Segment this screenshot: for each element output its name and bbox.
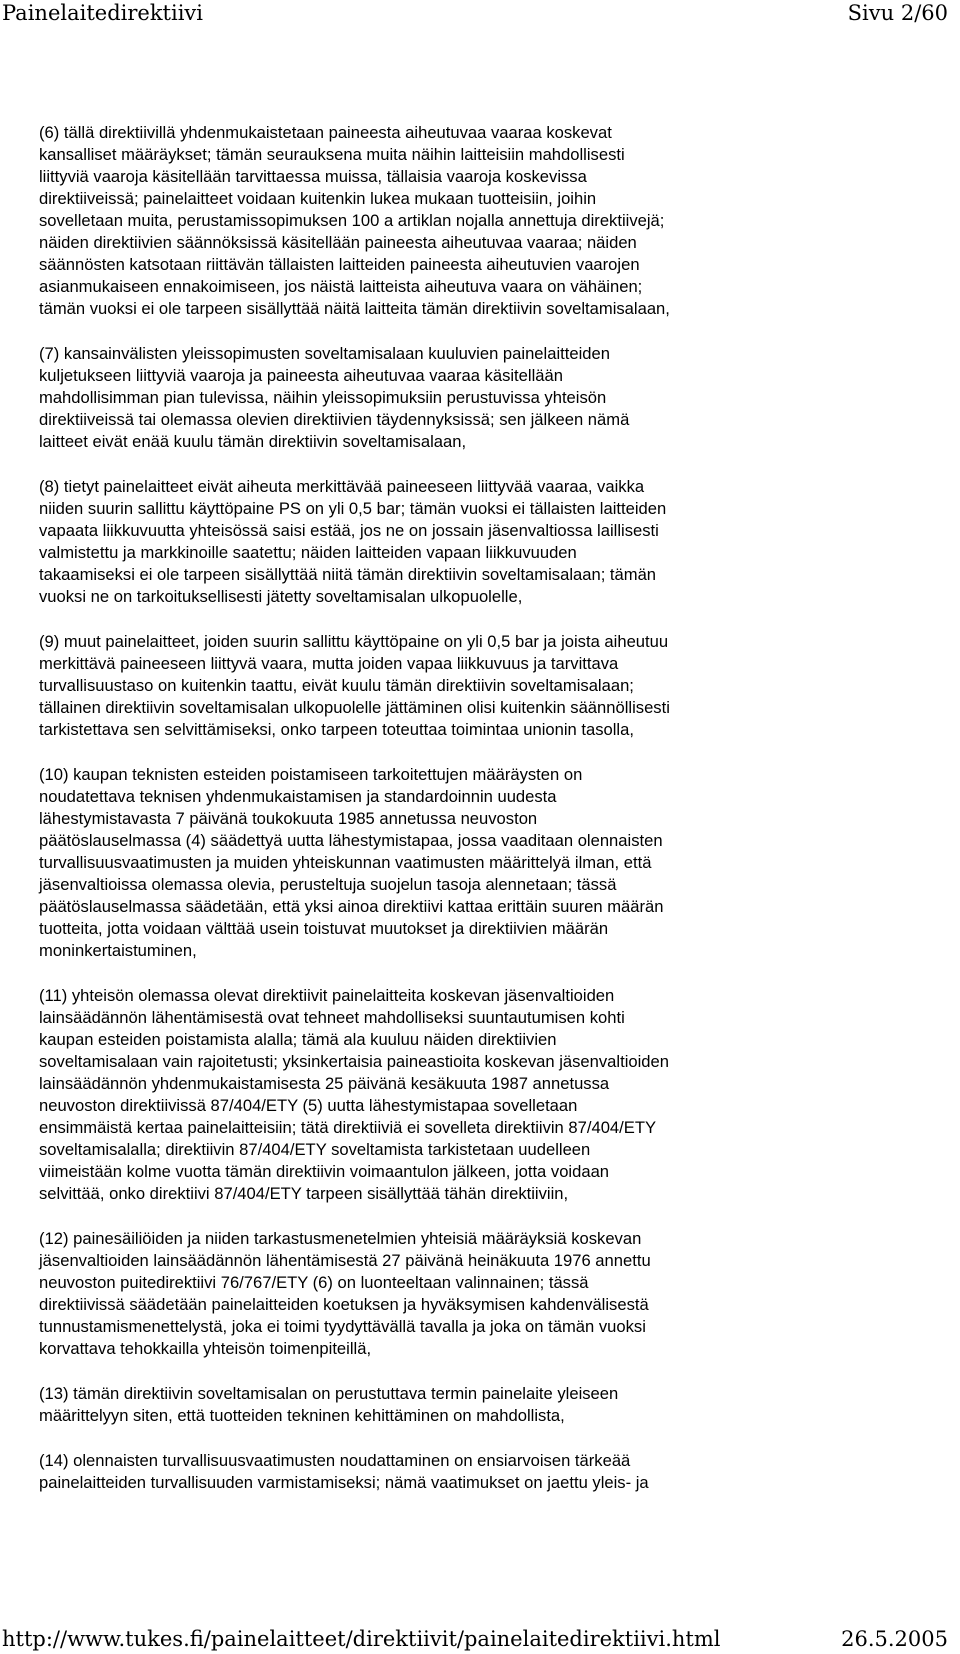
source-url: http://www.tukes.fi/painelaitteet/direktiivit/painelaitedirektiivi.html: [2, 1627, 721, 1651]
paragraph-13: (13) tämän direktiivin soveltamisalan on perustuttava termin painelaite yleiseen määrittelyyn siten, että tuotteiden tekninen kehittäminen on mahdollista,: [39, 1384, 619, 1425]
paragraph-9: (9) muut painelaitteet, joiden suurin sallittu käyttöpaine on yli 0,5 bar ja joista aiheutuu merkittävä paineeseen liittyvä vaara, mutta joiden vapaa liikkuvuus ja tarvittava turvallisuustaso on kuitenkin taattu, eivät kuulu tämän direktiivin soveltamisalaan; tällainen direktiivin soveltamisalan ulkopuolelle jättäminen olisi kuitenkin säännöllisesti tarkistettava sen selvittämiseksi, onko tarpeen toteuttaa toimintaa unionin tasolla,: [39, 632, 670, 739]
document-body: [39, 122, 939, 1517]
print-date: 26.5.2005: [841, 1627, 948, 1651]
document-title: Painelaitedirektiivi: [2, 1, 203, 25]
paragraph-12: (12) painesäiliöiden ja niiden tarkastusmenetelmien yhteisiä määräyksiä koskevan jäsenvaltioiden lainsäädännön lähentämisestä 27 päivänä heinäkuuta 1976 annettu neuvoston puitedirektiivi 76/767/ETY (6) on luonteeltaan valinnainen; tässä direktiivissä säädetään painelaitteiden koetuksen ja hyväksymisen kahdenvälisestä tunnustamismenettelystä, joka ei toimi tyydyttävällä tavalla ja joka on tämän vuoksi korvattava tehokkailla yhteisön toimenpiteillä,: [39, 1229, 651, 1358]
page-number: Sivu 2/60: [847, 1, 948, 25]
paragraph-10: (10) kaupan teknisten esteiden poistamiseen tarkoitettujen määräysten on noudatettava teknisen yhdenmukaistamisen ja standardoinnin uudesta lähestymistavasta 7 päivänä toukokuuta 1985 annetussa neuvoston päätöslauselmassa (4) säädettyä uutta lähestymistapaa, jossa vaaditaan olennaisten turvallisuusvaatimusten ja muiden yhteiskunnan vaatimusten määrittelyä ilman, että jäsenvaltioissa olemassa olevia, perusteltuja suojelun tasoja alennetaan; tässä päätöslauselmassa säädetään, että yksi ainoa direktiivi kattaa erittäin suuren määrän tuotteita, jotta voidaan välttää usein toistuvat muutokset ja direktiivien määrän moninkertaistuminen,: [39, 765, 664, 960]
paragraph-7: (7) kansainvälisten yleissopimusten soveltamisalaan kuuluvien painelaitteiden kuljetukseen liittyviä vaaroja ja paineesta aiheutuvaa vaaraa käsitellään mahdollisimman pian tulevissa, näihin yleissopimuksiin perustuvissa yhteisön direktiiveissä tai olemassa olevien direktiivien täydennyksissä; sen jälkeen nämä laitteet eivät enää kuulu tämän direktiivin soveltamisalaan,: [39, 344, 630, 451]
paragraph-11: (11) yhteisön olemassa olevat direktiivit painelaitteita koskevan jäsenvaltioiden lainsäädännön lähentämisestä ovat tehneet mahdolliseksi suuntautumisen kohti kaupan esteiden poistamista alalla; tämä ala kuuluu näiden direktiivien soveltamisalaan vain rajoitetusti; yksinkertaisia paineastioita koskevan jäsenvaltioiden lainsäädännön yhdenmukaistamisesta 25 päivänä kesäkuuta 1987 annetussa neuvoston direktiivissä 87/404/ETY (5) uutta lähestymistapaa sovelletaan ensimmäistä kertaa painelaitteisiin; tätä direktiiviä ei sovelleta direktiivin 87/404/ETY soveltamisalalla; direktiivin 87/404/ETY soveltamista tarkistetaan uudelleen viimeistään kolme vuotta tämän direktiivin voimaantulon jälkeen, jotta voidaan selvittää, onko direktiivi 87/404/ETY tarpeen sisällyttää tähän direktiiviin,: [39, 986, 669, 1203]
paragraph-8: (8) tietyt painelaitteet eivät aiheuta merkittävää paineeseen liittyvää vaaraa, vaikka niiden suurin sallittu käyttöpaine PS on yli 0,5 bar; tämän vuoksi ei tällaisten laitteiden vapaata liikkuvuutta yhteisössä saisi estää, jos ne on jossain jäsenvaltiossa laillisesti valmistettu ja markkinoille saatettu; näiden laitteiden vapaan liikkuvuuden takaamiseksi ei ole tarpeen sisällyttää niitä tämän direktiivin soveltamisalaan; tämän vuoksi ne on tarkoituksellisesti jätetty soveltamisalan ulkopuolelle,: [39, 477, 667, 606]
paragraph-14: (14) olennaisten turvallisuusvaatimusten noudattaminen on ensiarvoisen tärkeää painelaitteiden turvallisuuden varmistamiseksi; nämä vaatimukset on jaettu yleis- ja: [39, 1451, 649, 1492]
page-header: [0, 0, 960, 30]
paragraph-6: (6) tällä direktiivillä yhdenmukaistetaan paineesta aiheutuvaa vaaraa koskevat kansalliset määräykset; tämän seurauksena muita näihin laitteisiin mahdollisesti liittyviä vaaroja käsitellään tarvittaessa muissa, tällaisia vaaroja koskevissa direktiiveissä; painelaitteet voidaan kuitenkin lukea mukaan tuotteisiin, joihin sovelletaan muita, perustamissopimuksen 100 a artiklan nojalla annettuja direktiivejä; näiden direktiivien säännöksissä käsitellään paineesta aiheutuvaa vaaraa; näiden säännösten katsotaan riittävän tällaisten laitteiden paineesta aiheutuvien vaarojen asianmukaiseen ennakoimiseen, jos näistä laitteista aiheutuva vaara on vähäinen; tämän vuoksi ei ole tarpeen sisällyttää näitä laitteita tämän direktiivin soveltamisalaan,: [39, 123, 670, 318]
page-footer: [0, 1626, 960, 1654]
